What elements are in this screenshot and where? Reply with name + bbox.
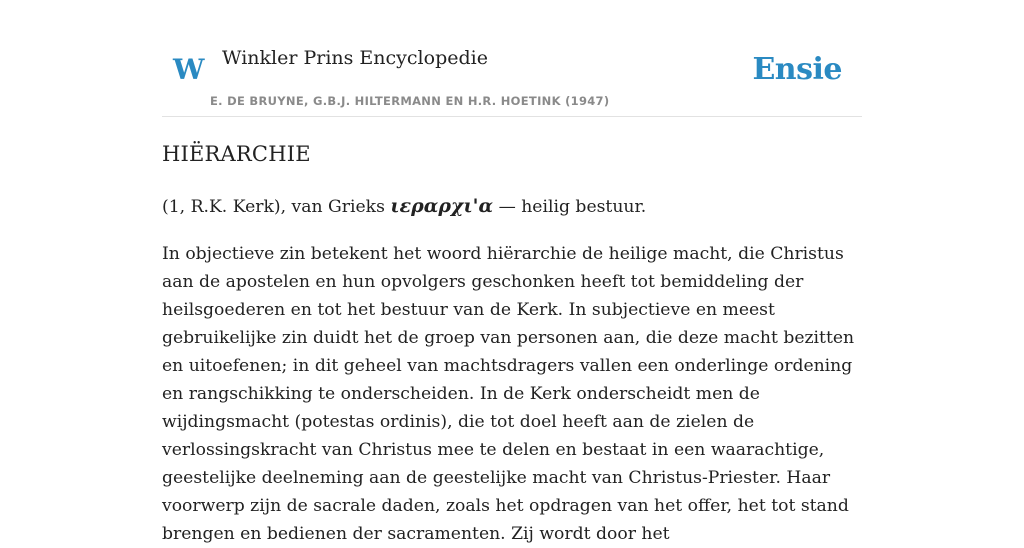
etymology-suffix: — heilig bestuur. [493,197,647,217]
etymology-prefix: (1, R.K. Kerk), van Grieks [162,197,391,217]
article-content [162,138,862,548]
encyclopedia-title[interactable]: Winkler Prins Encyclopedie [222,47,488,69]
authors-byline: E. DE BRUYNE, G.B.J. HILTERMANN EN H.R. HOETINK (1947) [210,94,610,108]
article-title: HIËRARCHIE [162,142,311,166]
site-header [162,40,862,117]
article-body: In objectieve zin betekent het woord hiërarchie de heilige macht, die Christus aan de apostelen en hun opvolgers geschonken heeft tot bemiddeling der heilsgoederen en tot het bestuur van de Kerk. In subjectieve en meest gebruikelijke zin duidt het de groep van personen aan, die deze macht bezitten en uitoefenen; in dit geheel van machtsdragers vallen een onderlinge ordening en rangschikking te onderscheiden. In de Kerk onderscheidt men de wijdingsmacht (potestas ordinis), die tot doel heeft aan de zielen de verlossingskracht van Christus mee te delen en bestaat in een waarachtige, geestelijke deelneming aan de geestelijke macht van Christus-Priester. Haar voorwerp zijn de sacrale daden, zoals het opdragen van het offer, het tot stand brengen en bedienen der sacramenten. Zij wordt door het [162,244,855,544]
etymology-line [162,192,862,221]
greek-term: ιεραρχι'α [390,195,494,217]
ensie-logo[interactable]: Ensie [752,52,842,87]
winkler-prins-logo[interactable]: W [173,53,205,86]
